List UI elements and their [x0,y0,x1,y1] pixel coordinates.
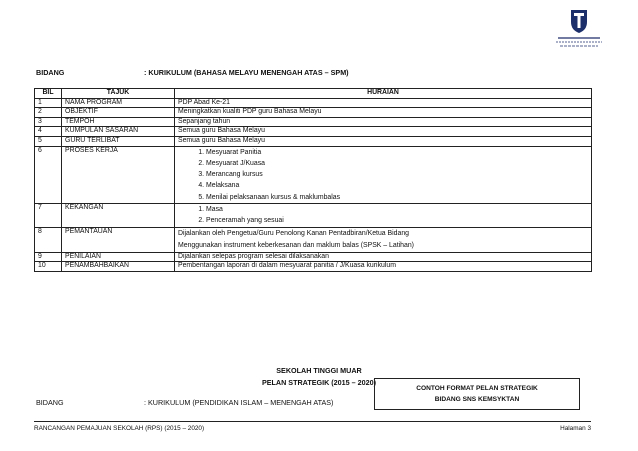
cell-tajuk: PEMANTAUAN [62,227,175,252]
table-row [35,146,592,203]
list-item: 4. Melaksana [206,180,588,191]
cell-bil: 6 [35,146,62,203]
list-item: 1. Mesyuarat Panitia [206,147,588,158]
cell-huraian [175,204,592,228]
format-note-box [374,378,580,410]
table-row [35,262,592,272]
list-item: 2. Penceramah yang sesuai [206,215,588,226]
cell-tajuk: GURU TERLIBAT [62,136,175,146]
cell-tajuk: PROSES KERJA [62,146,175,203]
cell-tajuk: PENILAIAN [62,252,175,262]
format-note-line: CONTOH FORMAT PELAN STRATEGIK [416,385,538,392]
cell-huraian: Semua guru Bahasa Melayu [175,127,592,137]
footer-document-title: RANCANGAN PEMAJUAN SEKOLAH (RPS) (2015 – 2020) [34,425,205,432]
table-row [35,252,592,262]
kekangan-list [178,204,588,227]
table-row [35,98,592,108]
pemantauan-line: Menggunakan instrument keberkesanan dan maklum balas (SPSK – Latihan) [178,241,414,249]
table-row [35,117,592,127]
cell-bil: 5 [35,136,62,146]
cell-huraian: Semua guru Bahasa Melayu [175,136,592,146]
header-huraian: HURAIAN [175,89,592,99]
cell-huraian: PDP Abad Ke-21 [175,98,592,108]
program-table [34,88,592,272]
cell-bil: 2 [35,108,62,118]
footer-divider [34,421,591,422]
header-tajuk: TAJUK [62,89,175,99]
cell-bil: 8 [35,227,62,252]
table-header-row [35,89,592,99]
pemantauan-line: Dijalankan oleh Pengetua/Guru Penolong Kanan Pentadbiran/Ketua Bidang [178,229,410,237]
cell-huraian [175,227,592,252]
cell-huraian: Meningkatkan kualiti PDP guru Bahasa Melayu [175,108,592,118]
table-row [35,136,592,146]
bidang-heading [36,68,349,77]
table-row [35,108,592,118]
table-row [35,204,592,228]
cell-tajuk: TEMPOH [62,117,175,127]
cell-huraian: Dijalankan selepas program selesai dilaksanakan [175,252,592,262]
school-crest-logo [548,8,610,54]
bidang-label: BIDANG [36,68,65,77]
table-row [35,127,592,137]
cell-huraian: Sepanjang tahun [175,117,592,127]
proses-kerja-list [178,147,588,203]
table-row [35,227,592,252]
cell-tajuk: KEKANGAN [62,204,175,228]
cell-bil: 4 [35,127,62,137]
cell-huraian: Pembentangan laporan di dalam mesyuarat panitia / J/Kuasa kurikulum [175,262,592,272]
list-item: 1. Masa [206,204,588,215]
bidang-label: BIDANG [36,398,64,407]
list-item: 2. Mesyuarat J/Kuasa [206,158,588,169]
cell-tajuk: KUMPULAN SASARAN [62,127,175,137]
plan-title: PELAN STRATEGIK (2015 – 2020) [261,378,377,387]
bidang-value: : KURIKULUM (BAHASA MELAYU MENENGAH ATAS – SPM) [144,68,349,77]
cell-bil: 3 [35,117,62,127]
bidang-value: : KURIKULUM (PENDIDIKAN ISLAM – MENENGAH ATAS) [144,398,334,407]
cell-tajuk: OBJEKTIF [62,108,175,118]
cell-tajuk: NAMA PROGRAM [62,98,175,108]
school-name: SEKOLAH TINGGI MUAR [276,366,362,375]
cell-huraian [175,146,592,203]
list-item: 5. Menilai pelaksanaan kursus & maklumbalas [206,192,588,203]
cell-bil: 9 [35,252,62,262]
footer-page-number: Halaman 3 [560,425,591,432]
list-item: 3. Merancang kursus [206,169,588,180]
header-bil: BIL [35,89,62,99]
cell-bil: 1 [35,98,62,108]
cell-bil: 10 [35,262,62,272]
bidang-heading-2 [36,398,334,407]
format-note-line: BIDANG SNS KEMSYKTAN [434,395,520,403]
cell-bil: 7 [35,204,62,228]
cell-tajuk: PENAMBAHBAIKAN [62,262,175,272]
